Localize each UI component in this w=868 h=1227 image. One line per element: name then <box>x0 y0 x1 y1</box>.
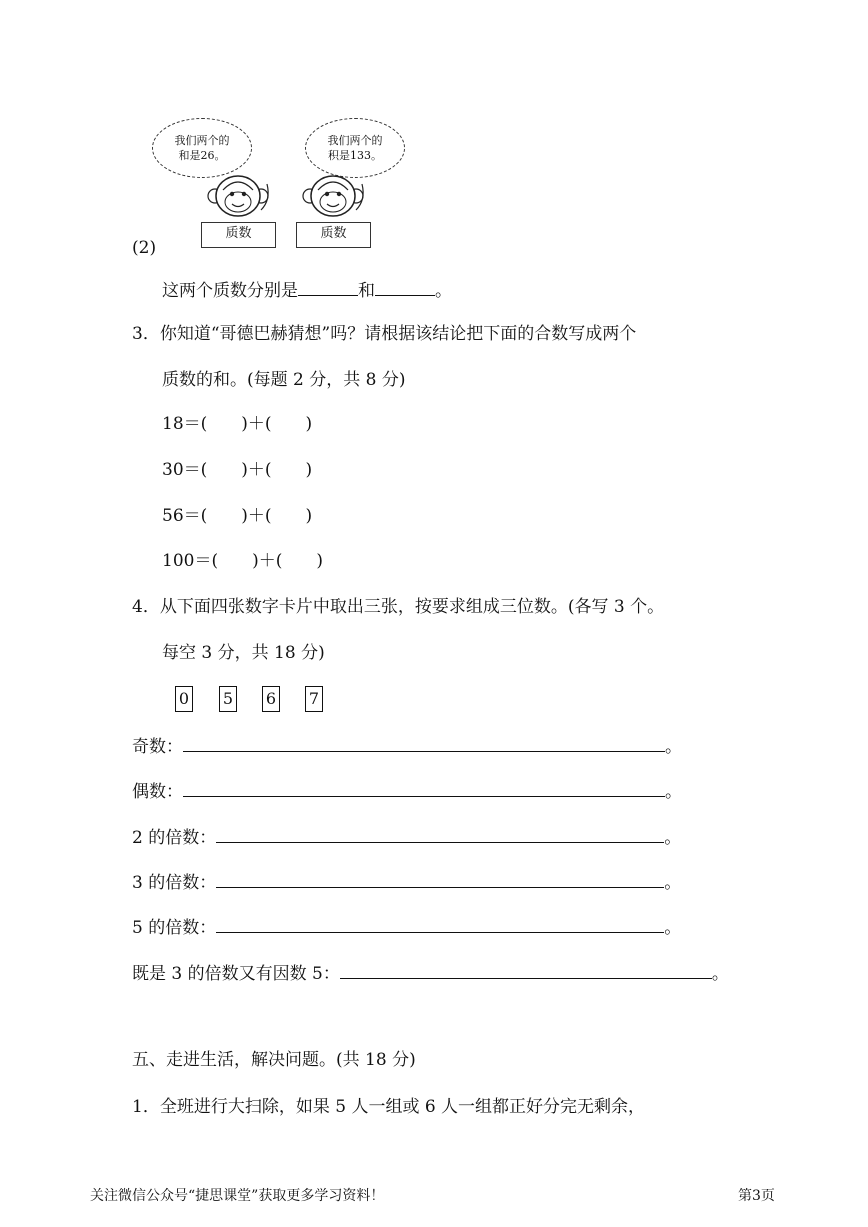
footer-promo: 关注微信公众号“捷思课堂”获取更多学习资料！ <box>90 1188 385 1204</box>
q4-multiple-2-blank[interactable] <box>216 826 664 843</box>
q4-odd-end: 。 <box>665 737 682 757</box>
q4-multiple-2-label: 2 的倍数： <box>132 828 217 848</box>
speech-bubble-right <box>305 118 405 178</box>
digit-card-5: 5 <box>219 686 237 712</box>
q2-answer-prefix: 这两个质数分别是 <box>162 281 298 301</box>
q4-even-row <box>132 780 682 802</box>
q4-multiple-3-factor-5-label: 既是 3 的倍数又有因数 5： <box>132 964 340 984</box>
q4-multiple-2-end: 。 <box>664 828 682 848</box>
q4-odd-row <box>132 735 682 757</box>
monkey-right-icon <box>298 170 368 226</box>
q4-even-label: 偶数： <box>132 782 183 802</box>
q2-answer-mid: 和 <box>358 281 375 301</box>
q2-blank-2[interactable] <box>375 279 435 296</box>
q3-equation-56: 56＝( )＋( ) <box>162 506 313 526</box>
monkey-left-icon <box>203 170 273 226</box>
bubble-right-line2: 积是133。 <box>328 149 382 162</box>
bubble-left-line1: 我们两个的 <box>174 134 230 147</box>
prime-box-right: 质数 <box>296 222 371 248</box>
q4-multiple-3-factor-5-row <box>132 962 729 984</box>
section5-q1: 1．全班进行大扫除，如果 5 人一组或 6 人一组都正好分完无剩余， <box>132 1097 646 1117</box>
prime-box-left: 质数 <box>201 222 276 248</box>
q3-equation-18: 18＝( )＋( ) <box>162 414 313 434</box>
q4-multiple-5-label: 5 的倍数： <box>132 918 217 938</box>
bubble-right-line1: 我们两个的 <box>327 134 383 147</box>
q4-even-end: 。 <box>665 782 682 802</box>
q4-line2: 每空 3 分，共 18 分) <box>162 643 325 663</box>
digit-card-7: 7 <box>305 686 323 712</box>
q4-multiple-5-row <box>132 916 681 938</box>
digit-card-0: 0 <box>175 686 193 712</box>
digit-card-6: 6 <box>262 686 280 712</box>
q4-multiple-2-row <box>132 826 681 848</box>
q4-odd-blank[interactable] <box>183 735 665 752</box>
q3-equation-100: 100＝( )＋( ) <box>162 551 323 571</box>
q2-answer-line <box>162 279 452 301</box>
q4-line1: 4．从下面四张数字卡片中取出三张，按要求组成三位数。(各写 3 个。 <box>132 597 665 617</box>
q4-multiple-5-end: 。 <box>664 918 682 938</box>
q4-multiple-3-blank[interactable] <box>216 871 664 888</box>
q4-multiple-3-row <box>132 871 681 893</box>
section5-title: 五、走进生活，解决问题。(共 18 分) <box>132 1050 416 1070</box>
q3-equation-30: 30＝( )＋( ) <box>162 460 313 480</box>
q3-line1: 3．你知道“哥德巴赫猜想”吗？请根据该结论把下面的合数写成两个 <box>132 324 637 344</box>
q4-even-blank[interactable] <box>183 780 665 797</box>
page-number: 第3页 <box>738 1188 775 1204</box>
q4-multiple-3-factor-5-end: 。 <box>711 964 729 984</box>
q4-multiple-3-label: 3 的倍数： <box>132 873 217 893</box>
q4-multiple-5-blank[interactable] <box>216 916 664 933</box>
q2-label: (2) <box>132 238 157 258</box>
q4-multiple-3-end: 。 <box>664 873 682 893</box>
q2-answer-end: 。 <box>435 281 452 301</box>
q4-multiple-3-factor-5-blank[interactable] <box>340 962 712 979</box>
q2-blank-1[interactable] <box>298 279 358 296</box>
q4-odd-label: 奇数： <box>132 737 183 757</box>
bubble-left-line2: 和是26。 <box>178 149 226 162</box>
q3-line2: 质数的和。(每题 2 分，共 8 分) <box>162 370 406 390</box>
speech-bubble-left <box>152 118 252 178</box>
